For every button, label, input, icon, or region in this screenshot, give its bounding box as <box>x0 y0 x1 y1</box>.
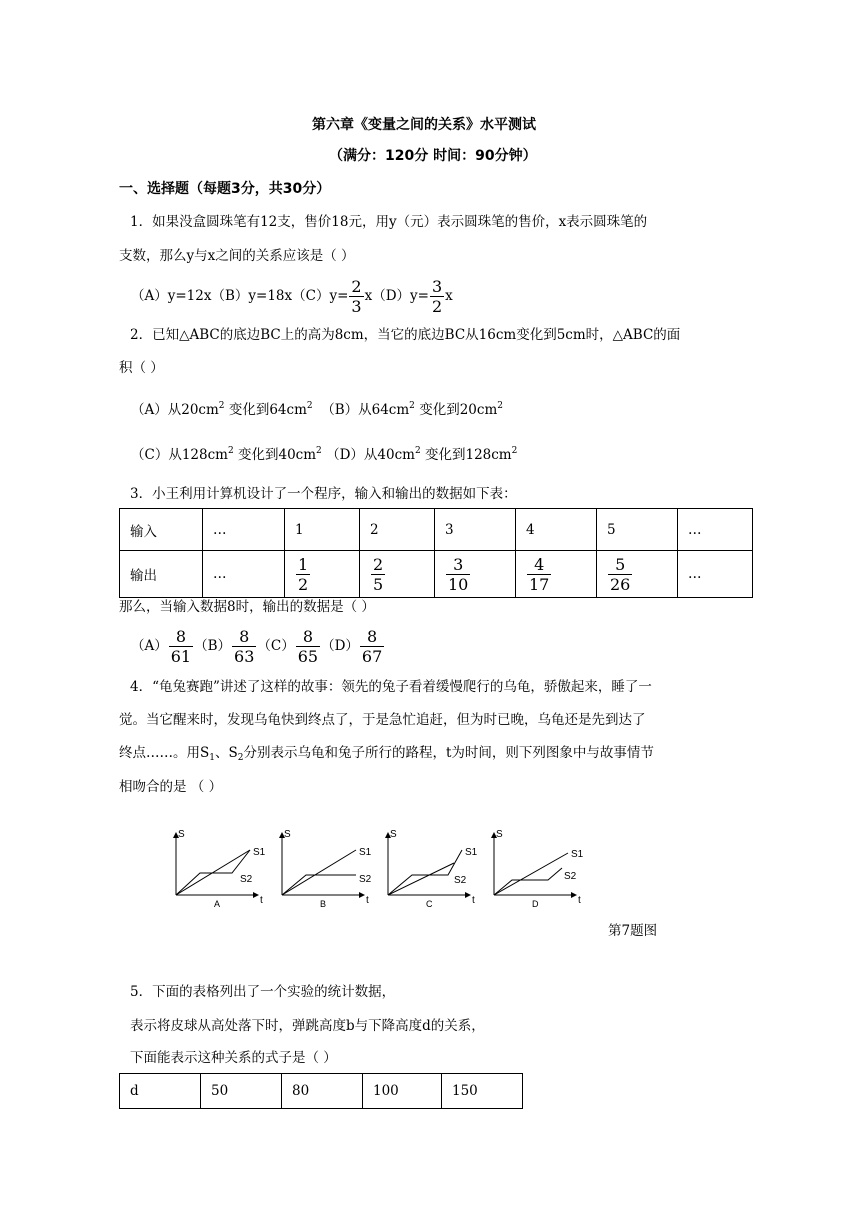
q1-options <box>131 276 453 316</box>
graph-b-s-label: S <box>284 829 291 840</box>
q4-line4: 相吻合的是 （ ） <box>119 779 223 795</box>
section-heading: 一、选择题（每题3分，共30分） <box>119 181 331 197</box>
q1-fraction-d: $\frac{3}{2}$ <box>431 277 443 316</box>
graph-b-tortoise-line <box>282 850 356 895</box>
q4-graphs <box>160 825 600 915</box>
graph-b-s2-label: S2 <box>359 874 372 885</box>
graph-b-letter: B <box>320 899 327 909</box>
page-subtitle: （满分：120分 时间：90分钟） <box>329 148 537 164</box>
table-cell: $\frac{5}{26}$ <box>597 551 678 598</box>
q2-line2: 积（ ） <box>119 360 164 376</box>
table-cell: d <box>120 1074 201 1109</box>
q4-line1: 4．“龟兔赛跑”讲述了这样的故事：领先的兔子看着缓慢爬行的乌龟，骄傲起来，睡了一 <box>130 679 652 695</box>
table-cell: … <box>678 509 753 551</box>
q3-options: （A） $\frac{8}{61}$ （B） $\frac{8}{63}$ （C） $\frac{8}{65}$ （D） $\frac{8}{67}$ <box>131 627 383 666</box>
graph-c-letter: C <box>426 899 433 909</box>
graph-a-t-label: t <box>260 895 263 906</box>
q2-options-cd: （C）从$128cm^2$ 变化到$40cm^2$ （D）从$40cm^2$ 变化到$128cm^2$ <box>131 446 518 463</box>
q5-line1: 5．下面的表格列出了一个实验的统计数据， <box>130 984 396 1000</box>
graph-a-s-label: S <box>178 829 185 840</box>
graph-c-s-label: S <box>390 829 397 840</box>
graph-a-letter: A <box>214 899 221 909</box>
q1-option-tail: x <box>445 288 453 304</box>
q3-line1: 3．小王利用计算机设计了一个程序，输入和输出的数据如下表： <box>130 486 517 502</box>
table-cell: 输入 <box>120 509 203 551</box>
q5-line2: 表示将皮球从高处落下时，弹跳高度b与下降高度d的关系， <box>130 1018 485 1034</box>
graph-a-s1-label: S1 <box>253 847 266 858</box>
q1-option-text: （A）y=12x（B）y=18x（C）y= <box>131 288 349 304</box>
table-cell: 50 <box>201 1074 282 1109</box>
drop-table <box>119 1073 523 1109</box>
graph-d-rabbit-line <box>494 868 562 895</box>
graph-c-tortoise-line <box>388 863 454 895</box>
table-cell: 输出 <box>120 551 203 598</box>
graph-b <box>282 829 372 909</box>
graph-d-s2-label: S2 <box>564 871 577 882</box>
q1-fraction-c: $\frac{2}{3}$ <box>351 277 362 316</box>
io-table <box>119 508 753 598</box>
table-cell: 80 <box>282 1074 363 1109</box>
table-cell: … <box>203 509 285 551</box>
table-row <box>120 551 753 598</box>
table-cell: $\frac{3}{10}$ <box>435 551 516 598</box>
table-row <box>120 509 753 551</box>
table-cell: $\frac{1}{2}$ <box>285 551 360 598</box>
graph-d-tortoise-line <box>494 853 568 895</box>
table-cell: 5 <box>597 509 678 551</box>
table-cell: 100 <box>363 1074 442 1109</box>
graph-b-t-label: t <box>366 895 369 906</box>
table-cell: 3 <box>435 509 516 551</box>
q2-options-ab: （A）从$20cm^2$ 变化到$64cm^2$ （B）从$64cm^2$ 变化到$20cm^2$ <box>131 401 503 418</box>
graph-c-s2-label: S2 <box>454 875 467 886</box>
table-cell: 4 <box>516 509 597 551</box>
graph-d-s1-label: S1 <box>571 849 584 860</box>
page-title: 第六章《变量之间的关系》水平测试 <box>312 117 536 133</box>
q4-line2: 觉。当它醒来时，发现乌龟快到终点了，于是急忙追赶，但为时已晚，乌龟还是先到达了 <box>119 712 646 728</box>
q2-line1: 2．已知△ABC的底边BC上的高为8cm，当它的底边BC从16cm变化到5cm时，△ABC的面 <box>130 327 681 343</box>
graph-d-s-label: S <box>496 829 503 840</box>
graph-c-s1-label: S1 <box>465 847 478 858</box>
graph-c-t-label: t <box>472 895 475 906</box>
graph-c-rabbit-line <box>388 850 462 895</box>
graph-b-rabbit-line <box>282 875 356 895</box>
table-cell: 2 <box>360 509 435 551</box>
graph-a-s2-label: S2 <box>240 874 253 885</box>
graph-d-letter: D <box>532 899 539 909</box>
graph-a <box>176 829 266 909</box>
graph-d <box>494 829 584 909</box>
q1-line1: 1．如果没盒圆珠笔有12支，售价18元，用y（元）表示圆珠笔的售价，x表示圆珠笔的 <box>130 214 648 230</box>
figure-caption: 第7题图 <box>608 923 658 939</box>
graph-c <box>388 829 478 909</box>
table-cell: $\frac{2}{5}$ <box>360 551 435 598</box>
graph-b-s1-label: S1 <box>359 847 372 858</box>
table-row <box>120 1074 523 1109</box>
q4-line3: 终点……。用$S_1$、$S_2$分别表示乌龟和兔子所行的路程，t为时间，则下列图象中与故事情节 <box>119 745 654 763</box>
q3-line2: 那么，当输入数据8时，输出的数据是（ ） <box>119 599 375 615</box>
table-cell: 1 <box>285 509 360 551</box>
table-cell: … <box>203 551 285 598</box>
q1-option-d-text: x（D）y= <box>364 288 429 304</box>
table-cell: … <box>678 551 753 598</box>
graph-d-t-label: t <box>578 895 581 906</box>
table-cell: $\frac{4}{17}$ <box>516 551 597 598</box>
table-cell: 150 <box>442 1074 523 1109</box>
q1-line2: 支数，那么y与x之间的关系应该是（ ） <box>119 248 355 264</box>
q5-line3: 下面能表示这种关系的式子是（ ） <box>130 1050 337 1066</box>
